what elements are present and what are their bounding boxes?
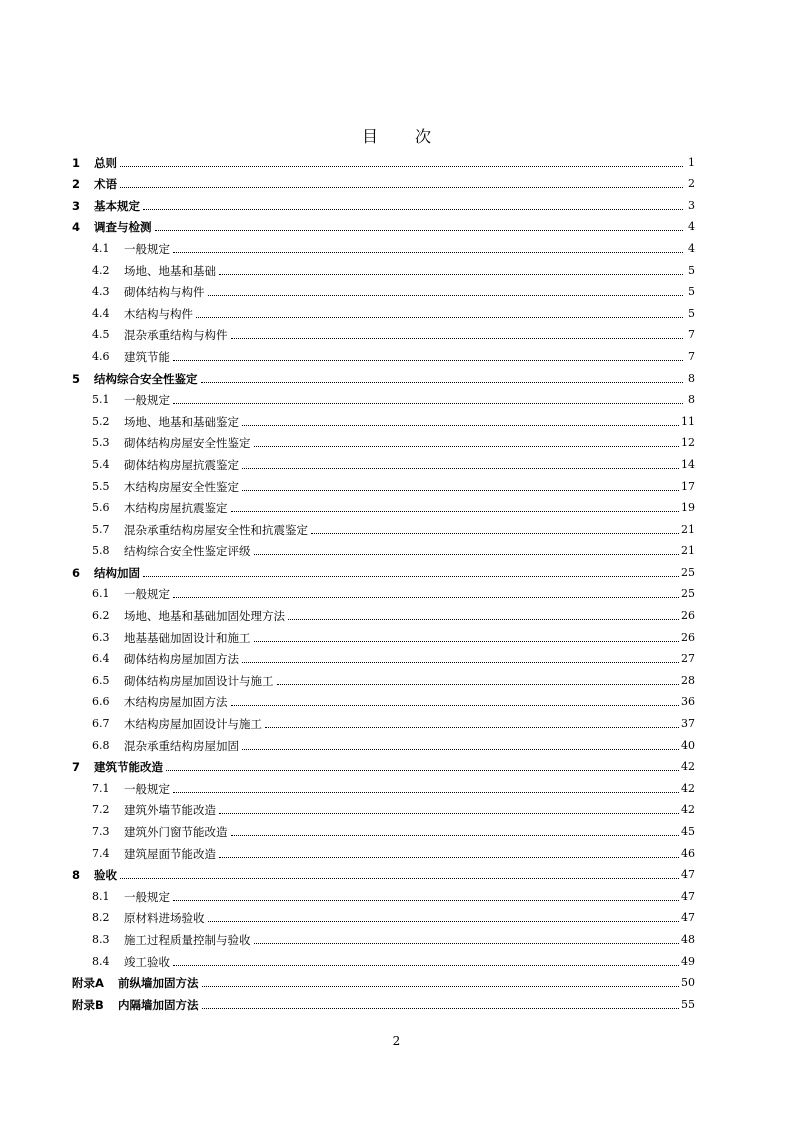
- toc-entry-label: 砌体结构房屋抗震鉴定: [124, 457, 239, 472]
- dot-leader: [120, 878, 679, 879]
- toc-entry[interactable]: [72, 278, 695, 300]
- toc-entry-label: 一般规定: [124, 889, 170, 904]
- toc-entry-page: 47: [681, 868, 695, 882]
- toc-entry-page: 40: [681, 738, 695, 752]
- dot-leader: [173, 792, 679, 793]
- toc-entry-number: 6.8: [92, 738, 110, 752]
- table-of-contents: [72, 148, 695, 1012]
- toc-entry-page: 42: [681, 781, 695, 795]
- toc-entry[interactable]: [72, 990, 695, 1012]
- toc-entry[interactable]: [72, 494, 695, 516]
- toc-entry-label: 砌体结构房屋加固方法: [124, 652, 239, 667]
- toc-entry-page: 5: [688, 263, 695, 277]
- toc-entry-label: 场地、地基和基础: [124, 263, 216, 278]
- toc-entry[interactable]: [72, 947, 695, 969]
- toc-entry-number: 4.6: [92, 349, 110, 363]
- toc-entry-number: 6.2: [92, 609, 110, 623]
- dot-leader: [288, 619, 679, 620]
- toc-entry-number: 附录B: [72, 997, 104, 1012]
- toc-entry[interactable]: [72, 472, 695, 494]
- toc-entry-label: 建筑外门窗节能改造: [124, 825, 228, 839]
- toc-entry[interactable]: [72, 969, 695, 991]
- toc-entry-label: 场地、地基和基础鉴定: [124, 414, 239, 429]
- toc-entry[interactable]: [72, 709, 695, 731]
- toc-entry-number: 6.3: [92, 630, 110, 644]
- toc-entry-label: 木结构房屋抗震鉴定: [124, 501, 228, 516]
- toc-entry-label: 前纵墙加固方法: [118, 976, 199, 991]
- toc-entry-label: 结构加固: [94, 565, 140, 580]
- toc-entry-number: 5.7: [92, 522, 110, 536]
- toc-entry-label: 竣工验收: [124, 954, 170, 969]
- toc-entry-page: 50: [681, 976, 695, 990]
- toc-entry-page: 4: [688, 241, 695, 255]
- toc-entry-number: 8.2: [92, 911, 110, 925]
- toc-entry-label: 混杂承重结构房屋安全性和抗震鉴定: [124, 522, 308, 537]
- toc-entry-number: 5.1: [92, 393, 110, 407]
- dot-leader: [254, 641, 680, 642]
- toc-entry-label: 一般规定: [124, 781, 170, 796]
- toc-entry-page: 47: [681, 889, 695, 903]
- toc-entry[interactable]: [72, 407, 695, 429]
- toc-entry-number: 5.5: [92, 479, 110, 493]
- toc-entry-label: 验收: [94, 868, 117, 883]
- toc-entry-number: 2: [72, 177, 81, 192]
- toc-entry-number: 7.2: [92, 803, 110, 817]
- dot-leader: [173, 403, 683, 404]
- toc-entry-label: 调查与检测: [94, 220, 152, 235]
- toc-entry-page: 11: [681, 414, 695, 428]
- toc-entry-number: 8.1: [92, 889, 110, 903]
- toc-entry-page: 4: [688, 220, 695, 234]
- dot-leader: [173, 965, 679, 966]
- toc-entry-number: 1: [72, 155, 81, 170]
- toc-entry-label: 混杂承重结构房屋加固: [124, 738, 239, 753]
- toc-entry-page: 21: [681, 522, 695, 536]
- toc-entry-number: 4.1: [92, 241, 110, 255]
- toc-entry-number: 7: [72, 760, 81, 775]
- toc-entry-number: 3: [72, 198, 81, 213]
- toc-entry-label: 砌体结构房屋加固设计与施工: [124, 673, 274, 688]
- toc-entry-label: 总则: [94, 155, 117, 170]
- dot-leader: [277, 684, 680, 685]
- toc-entry-label: 建筑外墙节能改造: [124, 803, 216, 818]
- toc-entry[interactable]: [72, 213, 695, 235]
- toc-entry-label: 地基基础加固设计和施工: [124, 630, 251, 645]
- toc-entry[interactable]: [72, 861, 695, 883]
- toc-entry-number: 8.4: [92, 954, 110, 968]
- dot-leader: [254, 943, 680, 944]
- dot-leader: [311, 533, 679, 534]
- toc-entry-number: 7.1: [92, 781, 110, 795]
- toc-entry[interactable]: [72, 731, 695, 753]
- page-number: 2: [392, 1034, 401, 1048]
- dot-leader: [231, 338, 684, 339]
- toc-entry-page: 37: [681, 717, 695, 731]
- toc-entry-page: 42: [681, 760, 695, 774]
- toc-entry-page: 27: [681, 652, 695, 666]
- dot-leader: [143, 209, 683, 210]
- toc-entry[interactable]: [72, 450, 695, 472]
- dot-leader: [173, 360, 683, 361]
- toc-entry[interactable]: [72, 256, 695, 278]
- dot-leader: [219, 274, 683, 275]
- toc-entry-label: 建筑节能: [124, 349, 170, 364]
- toc-entry-page: 7: [688, 328, 695, 342]
- dot-leader: [173, 900, 679, 901]
- toc-entry-page: 1: [688, 155, 695, 169]
- toc-entry[interactable]: [72, 817, 695, 839]
- toc-entry[interactable]: [72, 601, 695, 623]
- toc-entry-number: 7.3: [92, 825, 110, 838]
- toc-entry-label: 一般规定: [124, 241, 170, 256]
- toc-entry-label: 原材料进场验收: [124, 911, 205, 926]
- toc-entry-page: 42: [681, 803, 695, 817]
- toc-entry[interactable]: [72, 925, 695, 947]
- toc-entry-page: 47: [681, 911, 695, 925]
- toc-entry[interactable]: [72, 623, 695, 645]
- toc-entry-label: 混杂承重结构与构件: [124, 328, 228, 343]
- toc-entry-label: 施工过程质量控制与验收: [124, 932, 251, 947]
- toc-entry-number: 7.4: [92, 846, 110, 860]
- toc-entry-number: 6.1: [92, 587, 110, 601]
- toc-entry[interactable]: [72, 537, 695, 559]
- toc-entry-number: 4.2: [92, 263, 110, 277]
- toc-entry-number: 4.3: [92, 285, 110, 299]
- toc-entry-page: 25: [681, 587, 695, 601]
- dot-leader: [242, 490, 679, 491]
- toc-entry[interactable]: [72, 515, 695, 537]
- dot-leader: [173, 252, 683, 253]
- dot-leader: [208, 921, 680, 922]
- dot-leader: [242, 425, 679, 426]
- dot-leader: [173, 597, 679, 598]
- dot-leader: [219, 857, 679, 858]
- toc-entry-page: 19: [681, 501, 695, 515]
- toc-entry-label: 一般规定: [124, 587, 170, 602]
- toc-entry-page: 12: [681, 436, 695, 450]
- toc-entry-number: 5.6: [92, 501, 110, 515]
- dot-leader: [202, 986, 680, 987]
- toc-entry-page: 5: [688, 306, 695, 320]
- dot-leader: [219, 813, 679, 814]
- toc-entry[interactable]: [72, 170, 695, 192]
- dot-leader: [265, 727, 679, 728]
- toc-entry-label: 砌体结构房屋安全性鉴定: [124, 436, 251, 451]
- dot-leader: [231, 511, 680, 512]
- toc-entry-page: 3: [688, 198, 695, 212]
- toc-entry-page: 7: [688, 349, 695, 363]
- toc-entry-page: 25: [681, 565, 695, 579]
- toc-entry[interactable]: [72, 321, 695, 343]
- toc-entry-label: 建筑屋面节能改造: [124, 846, 216, 861]
- toc-entry-page: 36: [681, 695, 695, 709]
- toc-entry[interactable]: [72, 753, 695, 775]
- dot-leader: [202, 1008, 680, 1009]
- toc-entry-number: 6.4: [92, 652, 110, 666]
- toc-entry-label: 场地、地基和基础加固处理方法: [124, 609, 285, 624]
- toc-entry-number: 附录A: [72, 976, 104, 991]
- toc-entry-label: 基本规定: [94, 198, 140, 213]
- toc-entry-page: 26: [681, 630, 695, 644]
- toc-entry[interactable]: [72, 364, 695, 386]
- toc-entry-number: 5.8: [92, 544, 110, 558]
- toc-entry-page: 48: [681, 932, 695, 946]
- toc-entry-page: 26: [681, 609, 695, 623]
- toc-entry[interactable]: [72, 148, 695, 170]
- toc-entry-number: 6: [72, 565, 81, 580]
- toc-entry[interactable]: [72, 645, 695, 667]
- dot-leader: [242, 749, 679, 750]
- toc-entry-page: 8: [688, 371, 695, 385]
- toc-entry-label: 结构综合安全性鉴定: [94, 371, 198, 386]
- toc-entry-label: 木结构房屋加固方法: [124, 695, 228, 710]
- toc-entry-label: 内隔墙加固方法: [118, 997, 199, 1012]
- toc-entry-page: 45: [681, 825, 695, 838]
- toc-entry-number: 6.7: [92, 717, 110, 731]
- dot-leader: [166, 770, 679, 771]
- toc-entry-number: 6.6: [92, 695, 110, 709]
- toc-entry[interactable]: [72, 299, 695, 321]
- toc-entry-page: 2: [688, 177, 695, 191]
- toc-entry[interactable]: [72, 386, 695, 408]
- toc-entry-label: 木结构与构件: [124, 306, 193, 321]
- toc-entry[interactable]: [72, 558, 695, 580]
- toc-entry-number: 5.2: [92, 414, 110, 428]
- toc-entry-label: 木结构房屋安全性鉴定: [124, 479, 239, 494]
- toc-entry[interactable]: [72, 882, 695, 904]
- toc-entry[interactable]: [72, 796, 695, 818]
- toc-entry-number: 5.4: [92, 457, 110, 471]
- dot-leader: [242, 468, 679, 469]
- toc-entry[interactable]: [72, 688, 695, 710]
- dot-leader: [143, 576, 679, 577]
- toc-entry-page: 55: [681, 997, 695, 1011]
- toc-entry-number: 4.5: [92, 328, 110, 342]
- toc-entry-label: 木结构房屋加固设计与施工: [124, 717, 262, 732]
- toc-entry-label: 结构综合安全性鉴定评级: [124, 544, 251, 559]
- toc-entry-page: 5: [688, 285, 695, 299]
- toc-entry-number: 4.4: [92, 306, 110, 320]
- toc-entry[interactable]: [72, 191, 695, 213]
- dot-leader: [242, 662, 679, 663]
- toc-entry-number: 5: [72, 371, 81, 386]
- dot-leader: [208, 295, 684, 296]
- toc-entry-page: 14: [681, 457, 695, 471]
- toc-entry[interactable]: [72, 580, 695, 602]
- dot-leader: [196, 317, 683, 318]
- toc-entry-number: 4: [72, 220, 81, 235]
- toc-entry-number: 8.3: [92, 932, 110, 946]
- dot-leader: [254, 446, 680, 447]
- dot-leader: [120, 166, 683, 167]
- dot-leader: [120, 187, 683, 188]
- toc-entry[interactable]: [72, 904, 695, 926]
- dot-leader: [155, 230, 684, 231]
- toc-entry[interactable]: [72, 429, 695, 451]
- toc-entry-label: 术语: [94, 177, 117, 192]
- toc-entry[interactable]: [72, 234, 695, 256]
- toc-entry[interactable]: [72, 774, 695, 796]
- toc-entry-page: 46: [681, 846, 695, 860]
- toc-entry[interactable]: [72, 839, 695, 861]
- toc-entry-label: 一般规定: [124, 393, 170, 408]
- toc-entry-page: 17: [681, 479, 695, 493]
- toc-title: 目 次: [361, 127, 448, 146]
- toc-entry-label: 砌体结构与构件: [124, 285, 205, 300]
- toc-entry-number: 6.5: [92, 673, 110, 687]
- toc-entry-page: 28: [681, 673, 695, 687]
- toc-entry-number: 8: [72, 868, 81, 883]
- dot-leader: [231, 835, 680, 836]
- toc-entry[interactable]: [72, 666, 695, 688]
- toc-entry-label: 建筑节能改造: [94, 760, 163, 775]
- toc-entry-page: 21: [681, 544, 695, 558]
- dot-leader: [231, 705, 680, 706]
- toc-entry[interactable]: [72, 342, 695, 364]
- toc-entry-number: 5.3: [92, 436, 110, 450]
- toc-entry-page: 8: [688, 393, 695, 407]
- toc-entry-page: 49: [681, 954, 695, 968]
- dot-leader: [201, 382, 684, 383]
- dot-leader: [254, 554, 680, 555]
